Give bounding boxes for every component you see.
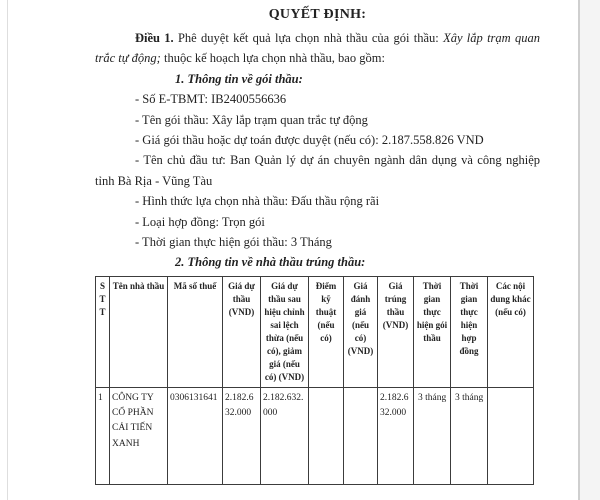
info-item-selection-method: - Hình thức lựa chọn nhà thầu: Đấu thầu rộng rãi — [135, 194, 380, 209]
cell-evaluated-price — [344, 387, 378, 484]
cell-stt: 1 — [96, 387, 110, 484]
col-header-technical-score: Điểm kỹ thuật (nếu có) — [309, 276, 344, 387]
col-header-other-content: Các nội dung khác (nếu có) — [488, 276, 534, 387]
section-1-heading: 1. Thông tin về gói thầu: — [175, 71, 303, 86]
col-header-evaluated-price: Giá đánh giá (nếu có) (VND) — [344, 276, 378, 387]
info-item-investor: - Tên chủ đầu tư: Ban Quản lý dự án chuyên ngành dân dụng và công nghiệp tỉnh Bà Rịa - Vũng Tàu — [95, 153, 540, 188]
article-text-after: thuộc kế hoạch lựa chọn nhà thầu, bao gồm: — [160, 51, 385, 66]
cell-bid-price: 2.182.632.000 — [223, 387, 261, 484]
cell-contractor-name: CÔNG TY CỔ PHẦN CẢI TIẾN XANH — [110, 387, 168, 484]
table-header-row — [96, 276, 534, 387]
col-header-tax-code: Mã số thuế — [168, 276, 223, 387]
cell-tax-code: 0306131641 — [168, 387, 223, 484]
document-content — [95, 6, 540, 485]
section-2-heading: 2. Thông tin về nhà thầu trúng thầu: — [175, 255, 366, 270]
contractor-result-table — [95, 276, 534, 485]
article-text-before: Phê duyệt kết quả lựa chọn nhà thầu của gói thầu: — [173, 31, 444, 45]
page-margin-strip — [580, 0, 600, 500]
col-header-winning-price: Giá trúng thầu (VND) — [378, 276, 414, 387]
document-title: QUYẾT ĐỊNH: — [268, 7, 367, 22]
col-header-package-duration: Thời gian thực hiện gói thầu — [414, 276, 451, 387]
col-header-adjusted-bid-price: Giá dự thầu sau hiệu chỉnh sai lệch thừa (nếu có), giảm giá (nếu có) (VND) — [261, 276, 309, 387]
article-1-paragraph — [95, 28, 540, 69]
cell-other-content — [488, 387, 534, 484]
col-header-stt: STT — [96, 276, 110, 387]
col-header-contractor-name: Tên nhà thầu — [110, 276, 168, 387]
col-header-contract-duration: Thời gian thực hiện hợp đồng — [451, 276, 488, 387]
cell-package-duration: 3 tháng — [414, 387, 451, 484]
info-item-etbmt: - Số E-TBMT: IB2400556636 — [135, 92, 287, 107]
package-name: Xây lắp trạm quan trắc tự động; — [95, 31, 540, 66]
info-item-contract-type: - Loại hợp đồng: Trọn gói — [135, 214, 265, 229]
cell-adjusted-bid-price: 2.182.632.000 — [261, 387, 309, 484]
page-left-edge — [7, 0, 8, 500]
col-header-bid-price: Giá dự thầu (VND) — [223, 276, 261, 387]
cell-contract-duration: 3 tháng — [451, 387, 488, 484]
info-item-approved-price: - Giá gói thầu hoặc dự toán được duyệt (nếu có): 2.187.558.826 VND — [135, 133, 484, 148]
table-data-row — [96, 387, 534, 484]
cell-technical-score — [309, 387, 344, 484]
info-item-package-name: - Tên gói thầu: Xây lắp trạm quan trắc tự động — [135, 112, 368, 127]
cell-winning-price: 2.182.632.000 — [378, 387, 414, 484]
info-item-duration: - Thời gian thực hiện gói thầu: 3 Tháng — [135, 235, 332, 250]
article-label: Điều 1. — [135, 31, 174, 45]
